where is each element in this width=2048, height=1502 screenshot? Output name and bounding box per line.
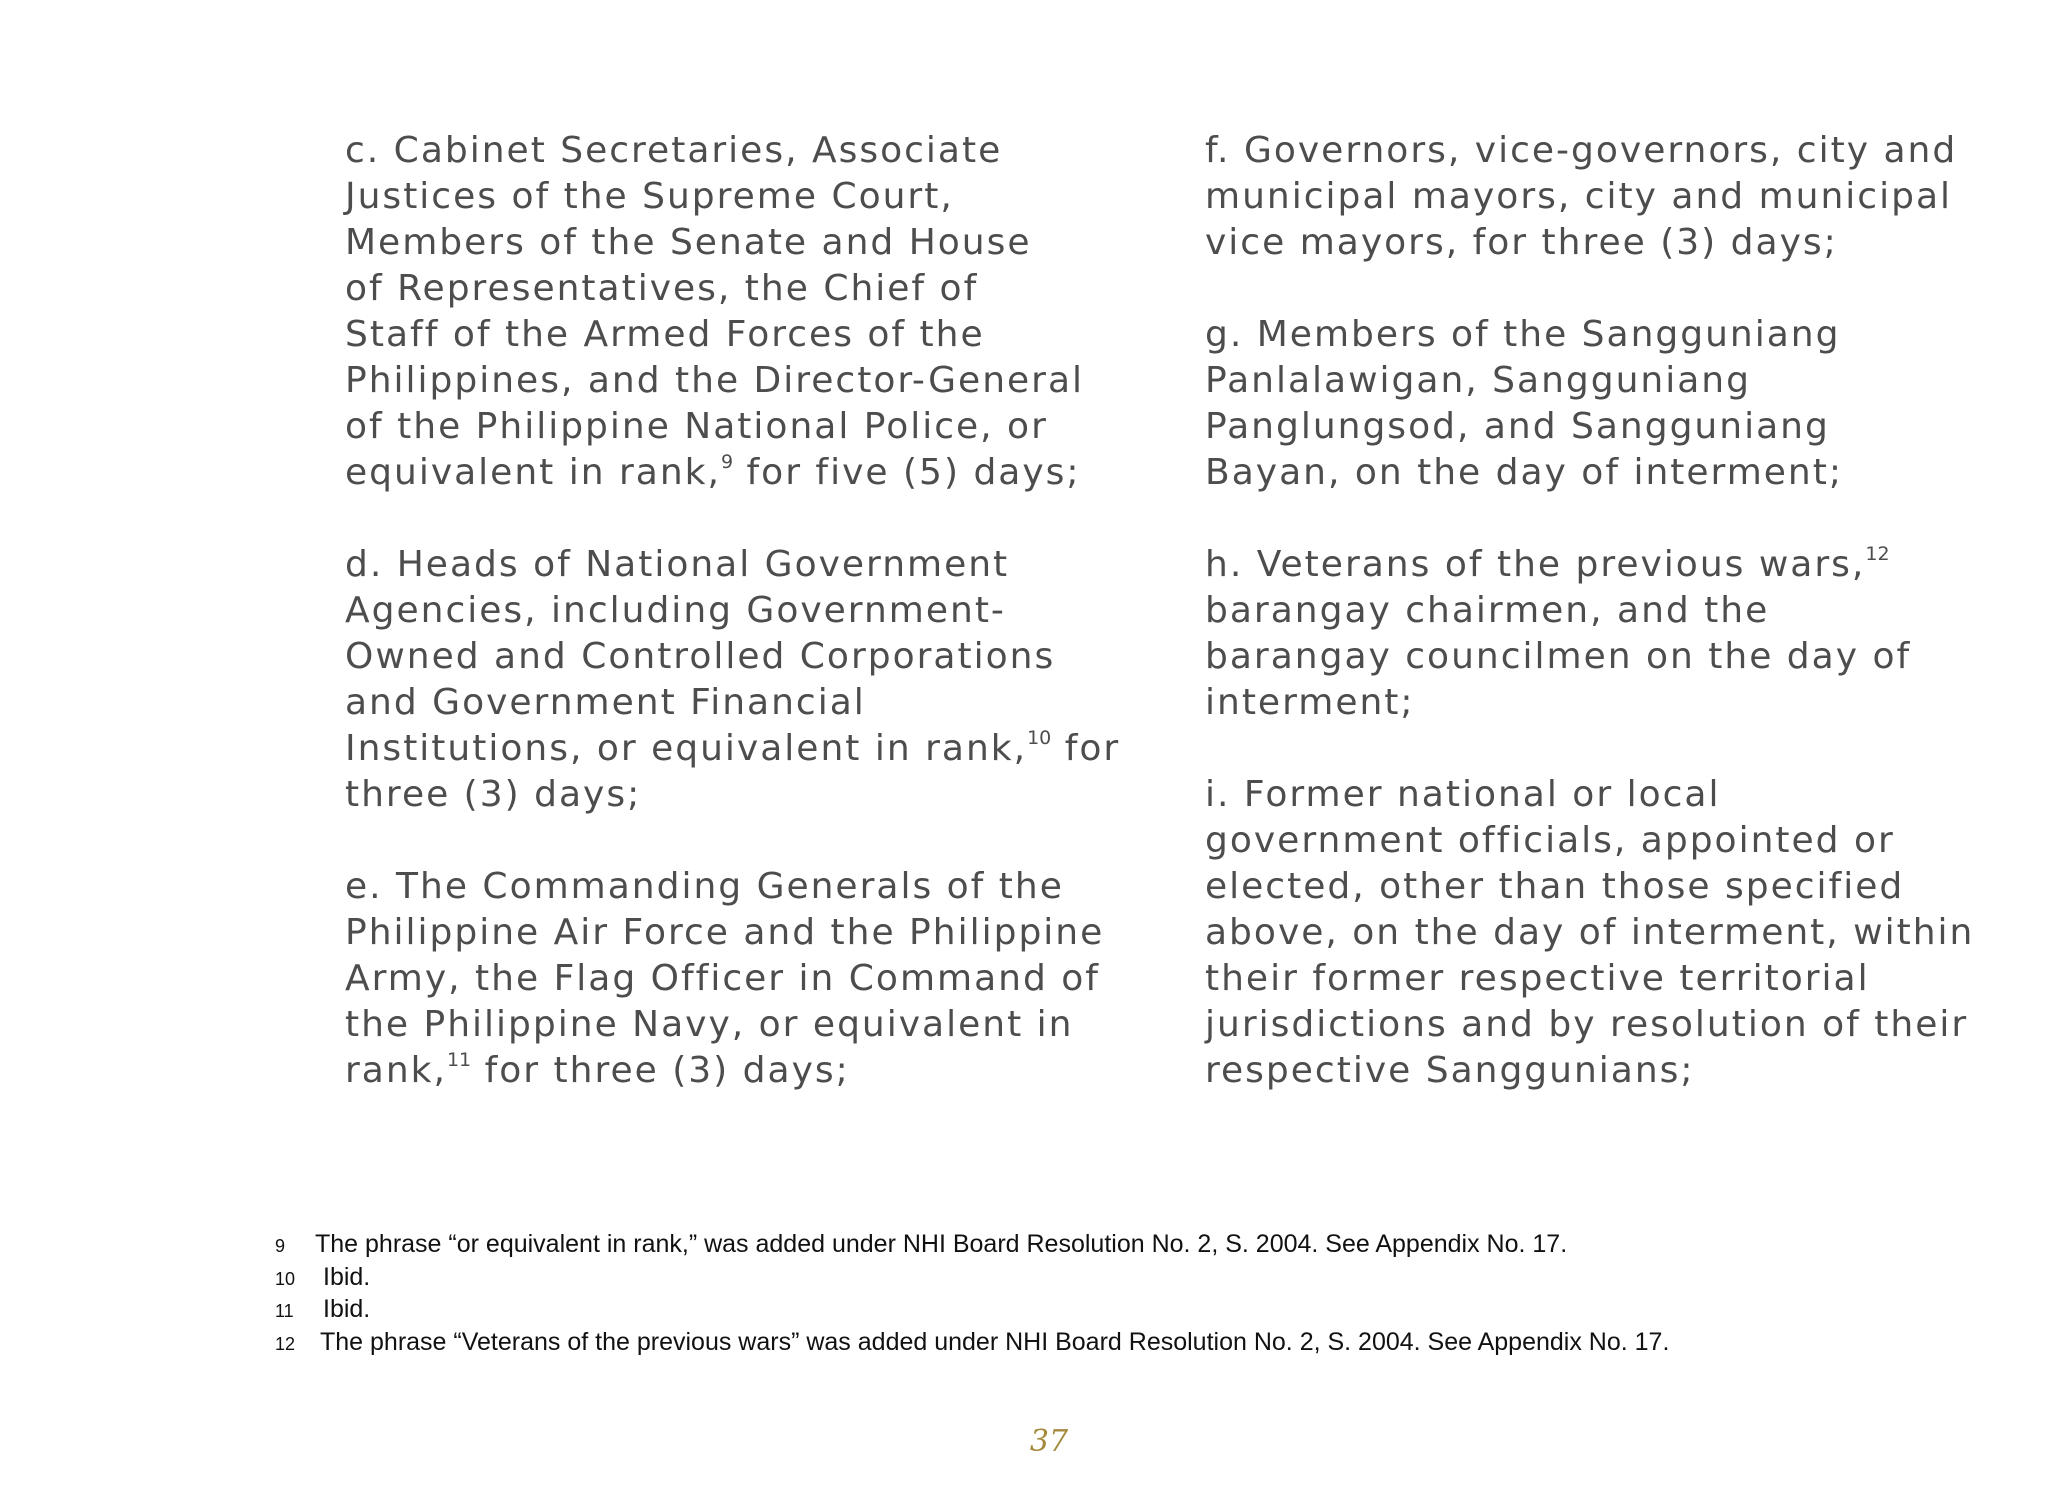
text-line: Agencies, including Government- [345, 590, 1006, 631]
footnote-9 [275, 1230, 1975, 1263]
text-line: Justices of the Supreme Court, [345, 176, 954, 217]
text-line: municipal mayors, city and municipal [1205, 176, 1952, 217]
footnotes [275, 1230, 1975, 1360]
item-f [1205, 128, 1965, 266]
footnote-text: Ibid. [323, 1262, 371, 1291]
item-g [1205, 312, 1965, 496]
text-line: f. Governors, vice-governors, city and [1205, 130, 1958, 171]
footnote-10 [275, 1263, 1975, 1296]
text-line: e. The Commanding Generals of the [345, 866, 1064, 907]
text-line: c. Cabinet Secretaries, Associate [345, 130, 1003, 171]
text-segment: rank, [345, 1050, 447, 1091]
text-segment: for three (3) days; [471, 1050, 850, 1091]
text-line: elected, other than those specified [1205, 866, 1905, 907]
item-h [1205, 542, 1965, 726]
left-column [345, 128, 1121, 1140]
text-line: Panlalawigan, Sangguniang [1205, 360, 1751, 401]
text-line: Staff of the Armed Forces of the [345, 314, 985, 355]
text-line: Bayan, on the day of interment; [1205, 452, 1843, 493]
text-line: g. Members of the Sangguniang [1205, 314, 1841, 355]
text-line: vice mayors, for three (3) days; [1205, 222, 1838, 263]
text-line: the Philippine Navy, or equivalent in [345, 1004, 1074, 1045]
footnote-text: The phrase “or equivalent in rank,” was added under NHI Board Resolution No. 2, S. 2004. See Appendix No. 17. [315, 1230, 1568, 1258]
footnote-12 [275, 1328, 1975, 1361]
footnote-ref-12[interactable]: 12 [1865, 543, 1890, 565]
text-line [345, 1048, 1105, 1094]
item-i [1205, 772, 1975, 1094]
text-segment: for [1051, 728, 1121, 769]
footnote-number: 12 [275, 1333, 296, 1354]
text-line: Philippines, and the Director-General [345, 360, 1085, 401]
footnote-number: 9 [275, 1236, 286, 1256]
text-line: of the Philippine National Police, or [345, 406, 1048, 447]
footnote-text: Ibid. [323, 1295, 371, 1323]
text-line: jurisdictions and by resolution of their [1205, 1004, 1969, 1045]
text-line: Army, the Flag Officer in Command of [345, 958, 1100, 999]
text-segment: equivalent in rank, [345, 452, 721, 493]
text-line: of Representatives, the Chief of [345, 268, 979, 309]
text-line: d. Heads of National Government [345, 544, 1010, 585]
text-line: their former respective territorial [1205, 958, 1870, 999]
text-line [345, 450, 1105, 496]
text-line: Panglungsod, and Sangguniang [1205, 406, 1830, 447]
text-line: Members of the Senate and House [345, 222, 1032, 263]
footnote-text: The phrase “Veterans of the previous wars” was added under NHI Board Resolution No. 2, S. 2004. See Appendix No. 17. [320, 1327, 1670, 1356]
footnote-number: 11 [275, 1301, 294, 1321]
text-segment: Institutions, or equivalent in rank, [345, 728, 1028, 769]
text-line [1205, 542, 1965, 588]
text-line: Owned and Controlled Corporations [345, 636, 1056, 677]
text-line: i. Former national or local [1205, 774, 1721, 815]
footnote-number: 10 [275, 1268, 296, 1289]
text-line [345, 726, 1121, 772]
text-line: respective Sanggunians; [1205, 1050, 1695, 1091]
footnote-ref-11[interactable]: 11 [446, 1049, 472, 1071]
text-line: Philippine Air Force and the Philippine [345, 912, 1105, 953]
page-number: 37 [1029, 1424, 1069, 1459]
text-segment: for five (5) days; [733, 452, 1081, 493]
text-line: interment; [1205, 682, 1415, 723]
text-segment: h. Veterans of the previous wars, [1205, 544, 1866, 585]
right-column [1205, 128, 1975, 1140]
text-line: barangay councilmen on the day of [1205, 636, 1912, 677]
text-line: barangay chairmen, and the [1205, 590, 1770, 631]
item-c [345, 128, 1105, 496]
item-e [345, 864, 1105, 1094]
text-line: above, on the day of interment, within [1205, 912, 1975, 953]
text-line: three (3) days; [345, 774, 642, 815]
item-d [345, 542, 1121, 818]
footnote-11 [275, 1295, 1975, 1328]
text-line: government officials, appointed or [1205, 820, 1895, 861]
footnote-ref-9[interactable]: 9 [720, 451, 734, 473]
text-line: and Government Financial [345, 682, 866, 723]
footnote-ref-10[interactable]: 10 [1027, 727, 1052, 749]
